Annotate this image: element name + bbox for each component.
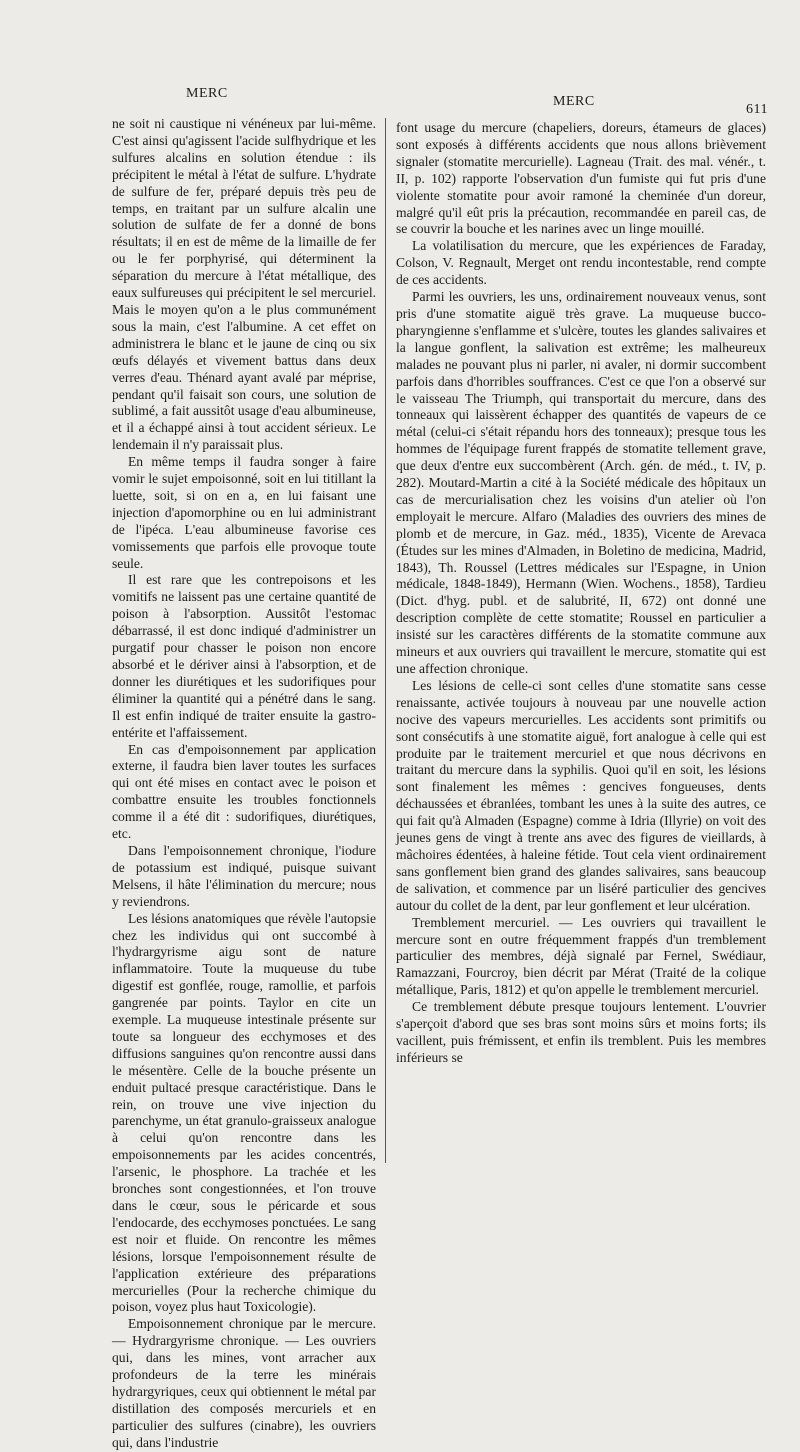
right-column xyxy=(396,120,766,1067)
paragraph: Parmi les ouvriers, les uns, ordinairement nouveaux venus, sont pris d'une stomatite aiguë très grave. La muqueuse bucco-pharyngienne s'enflamme et s'ulcère, toutes les glandes salivaires et la langue gonflent, la salivation est extrême; les malheureux malades ne pouvant plus ni parler, ni avaler, ni dormir succombent parfois dans d'horribles souffrances. C'est ce que l'on a observé sur le vaisseau The Triumph, qui transportait du mercure, dans des tonneaux qui laissèrent échapper des quantités de vapeurs de ce métal (celui-ci s'était répandu hors des tonneaux); presque tous les hommes de l'équipage furent frappés de stomatite tellement grave, que deux d'entre eux succombèrent (Arch. gén. de méd., t. IV, p. 282). Moutard-Martin a cité à la Société médicale des hôpitaux un cas de mercurialisation chez les voisins d'un atelier où l'on employait le mercure. Alfaro (Maladies des ouvriers des mines de plomb et de mercure, in Gaz. méd., 1835), Vicente de Arevaca (Études sur les mines d'Almaden, in Boletino de medicina, Madrid, 1843), Th. Roussel (Lettres médicales sur l'Espagne, in Union médicale, 1848-1849), Hermann (Wien. Wochens., 1858), Tardieu (Dict. d'hyg. publ. et de salubrité, II, 672) ont donné une description complète de cette stomatite; Roussel en particulier a insisté sur les caractères différents de la stomatite commune aux mineurs et aux ouvriers qui travaillent le mercure, stomatite qui est une affection chronique. xyxy=(396,289,766,676)
paragraph: Dans l'empoisonnement chronique, l'iodure de potassium est indiqué, puisque suivant Melsens, il hâte l'élimination du mercure; nous y reviendrons. xyxy=(112,842,376,909)
paragraph: Les lésions anatomiques que révèle l'autopsie chez les individus qui ont succombé à l'hydrargyrisme aigu sont de nature inflammatoire. Toute la muqueuse du tube digestif est gonflée, rouge, ramollie, et parfois gangrenée par points. Taylor en cite un exemple. La muqueuse intestinale présente sur toute sa longueur des ecchymoses et des diffusions sanguines qu'on rencontre aussi dans le mésentère. Celle de la bouche présente un enduit pultacé presque caractéristique. Dans le rein, on trouve une vive injection du parenchyme, un état granulo-graisseux analogue à celui qu'on rencontre dans les empoisonnements par les acides concentrés, l'arsenic, le phosphore. La trachée et les bronches sont congestionnées, et l'on trouve dans le cœur, sous le péricarde et sous l'endocarde, des ecchymoses ponctuées. Le sang est noir et fluide. On rencontre les mêmes lésions, lorsque l'empoisonnement résulte de l'application extérieure des préparations mercurielles (Pour la recherche chimique du poison, voyez plus haut Toxicologie). xyxy=(112,910,376,1315)
page-number: 611 xyxy=(746,102,768,117)
paragraph: Les lésions de celle-ci sont celles d'une stomatite sans cesse renaissante, activée toujours à nouveau par une nouvelle action nocive des vapeurs mercurielles. Les accidents sont primitifs ou sont consécutifs à une stomatite aiguë, fort analogue à celle qui est produite par le traitement mercuriel et que nous décrivons en traitant du mercure dans la syphilis. Quoi qu'il en soit, les lésions sont finalement les mêmes : gencives fongueuses, dents déchaussées et ébranlées, tombant les unes à la suite des autres, ce qui fait qu'à Almaden (Espagne) comme à Idria (Illyrie) on voit des jeunes gens de vingt à trente ans avec des figures de vieillards, à mâchoires édentées, à haleine fétide. Tout cela vient ordinairement sans gonflement bien grand des glandes salivaires, sans beaucoup de salivation, et commence par un liséré particulier des gencives autour du collet de la dent, par leur gonflement et leur ulcération. xyxy=(396,677,766,913)
paragraph: Tremblement mercuriel. — Les ouvriers qui travaillent le mercure sont en outre fréquemment frappés d'un tremblement particulier des membres, déjà signalé par Fernel, Swédiaur, Ramazzani, Fourcroy, bien décrit par Mérat (Traité de la colique métallique, Paris, 1812) et qu'on appelle le tremblement mercuriel. xyxy=(396,914,766,998)
paragraph: font usage du mercure (chapeliers, doreurs, étameurs de glaces) sont exposés à différents accidents que nous allons brièvement signaler (stomatite mercurielle). Lagneau (Trait. des mal. vénér., t. II, p. 102) rapporte l'observation d'un fumiste qui fut pris d'une violente stomatite pour avoir ramoné la cheminée d'un doreur, malgré qu'il eût pris la précaution, recommandée en pareil cas, de se couvrir la bouche et les narines avec un linge mouillé. xyxy=(396,120,766,237)
column-divider xyxy=(385,118,386,1163)
paragraph: En même temps il faudra songer à faire vomir le sujet empoisonné, soit en lui titillant la luette, soit, si on en a, en lui faisant une injection d'apomorphine ou en lui administrant de l'ipéca. L'eau albumineuse favorise ces vomissements que parfois elle provoque toute seule. xyxy=(112,454,376,571)
paragraph: Empoisonnement chronique par le mercure. — Hydrargyrisme chronique. — Les ouvriers qui, dans les mines, vont arracher aux profondeurs de la terre les minérais hydrargyriques, ceux qui obtiennent le métal par distillation des composés mercuriels et en particulier des sulfures (cinabre), les ouvriers qui, dans l'industrie xyxy=(112,1316,376,1450)
paragraph: Ce tremblement débute presque toujours lentement. L'ouvrier s'aperçoit d'abord que ses bras sont moins sûrs et moins forts; ils vacillent, puis frémissent, et enfin ils tremblent. Puis les membres inférieurs se xyxy=(396,999,766,1065)
running-header-right: MERC xyxy=(553,94,595,109)
running-header-left: MERC xyxy=(186,86,228,101)
paragraph: ne soit ni caustique ni vénéneux par lui-même. C'est ainsi qu'agissent l'acide sulfhydrique et les sulfures alcalins en solution étendue : ils précipitent le métal à l'état de sulfure. L'hydrate de sulfure de fer, préparé depuis très peu de temps, en traitant par un sulfure alcalin une solution de sulfate de fer a donné de bons résultats; il en est de même de la limaille de fer ou le fer porphyrisé, qui déterminent la séparation du mercure à l'état métallique, des eaux sulfureuses qui précipitent le sel mercuriel. Mais le moyen qu'on a le plus communément sous la main, c'est l'albumine. A cet effet on administrera le blanc et le jaune de cinq ou six œufs délayés et vivement battus dans deux verres d'eau. Thénard ayant avalé par méprise, pendant qu'il faisait son cours, une solution de sublimé, a fait aussitôt usage d'eau albumineuse, et il a échappé ainsi à tout accident sérieux. Le lendemain il n'y paraissait plus. xyxy=(112,116,376,453)
paragraph: En cas d'empoisonnement par application externe, il faudra bien laver toutes les surfaces qui ont été mises en contact avec le poison et combattre ensuite les troubles fonctionnels comme il a été dit : sudorifiques, diurétiques, etc. xyxy=(112,741,376,842)
paragraph: Il est rare que les contrepoisons et les vomitifs ne laissent pas une certaine quantité de poison à l'absorption. Aussitôt l'estomac débarrassé, il est donc indiqué d'administrer un purgatif pour chasser le poison non encore absorbé et le dériver ainsi à l'absorption, et de donner les diurétiques et les sudorifiques pour éliminer la quantité qui a pénétré dans le sang. Il est enfin indiqué de traiter ensuite la gastro-entérite et l'affaissement. xyxy=(112,572,376,740)
paragraph: La volatilisation du mercure, que les expériences de Faraday, Colson, V. Regnault, Merget ont rendu incontestable, rend compte de ces accidents. xyxy=(396,238,766,288)
left-column xyxy=(112,116,376,1452)
